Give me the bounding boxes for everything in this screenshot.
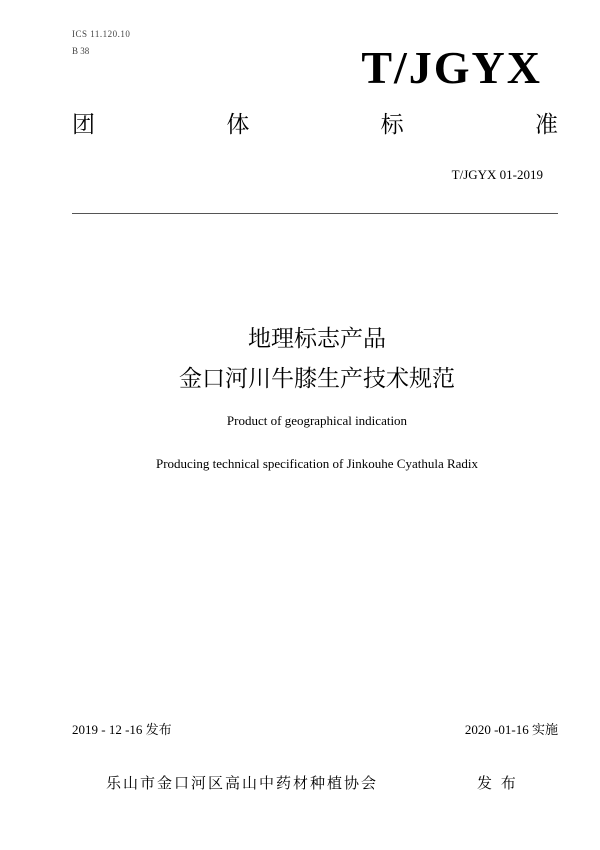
standard-type-char-3: 标	[380, 112, 404, 138]
standard-type-char-2: 体	[226, 112, 250, 138]
standard-number: T/JGYX 01-2019	[451, 167, 543, 182]
title-cn-line-1: 地理标志产品	[248, 326, 386, 352]
publisher-name: 乐山市金口河区高山中药材种植协会	[106, 774, 379, 792]
standard-type-char-4: 准	[534, 112, 558, 138]
title-en-line-1: Product of geographical indication	[226, 413, 408, 428]
standard-type-char-1: 团	[72, 112, 95, 138]
ccs-code: B 38	[72, 46, 90, 56]
header-divider	[72, 213, 558, 214]
standard-logo: T/JGYX	[361, 42, 542, 93]
implementation-date: 2020 -01-16 实施	[464, 722, 558, 737]
publish-label: 发 布	[477, 774, 518, 792]
standard-type-heading	[72, 114, 558, 137]
title-en-line-2: Producing technical specification of Jinkouhe Cyathula Radix	[155, 456, 479, 471]
issue-date: 2019 - 12 -16 发布	[72, 722, 172, 737]
ics-code: ICS 11.120.10	[72, 29, 131, 39]
title-cn-line-2: 金口河川牛膝生产技术规范	[179, 366, 455, 392]
